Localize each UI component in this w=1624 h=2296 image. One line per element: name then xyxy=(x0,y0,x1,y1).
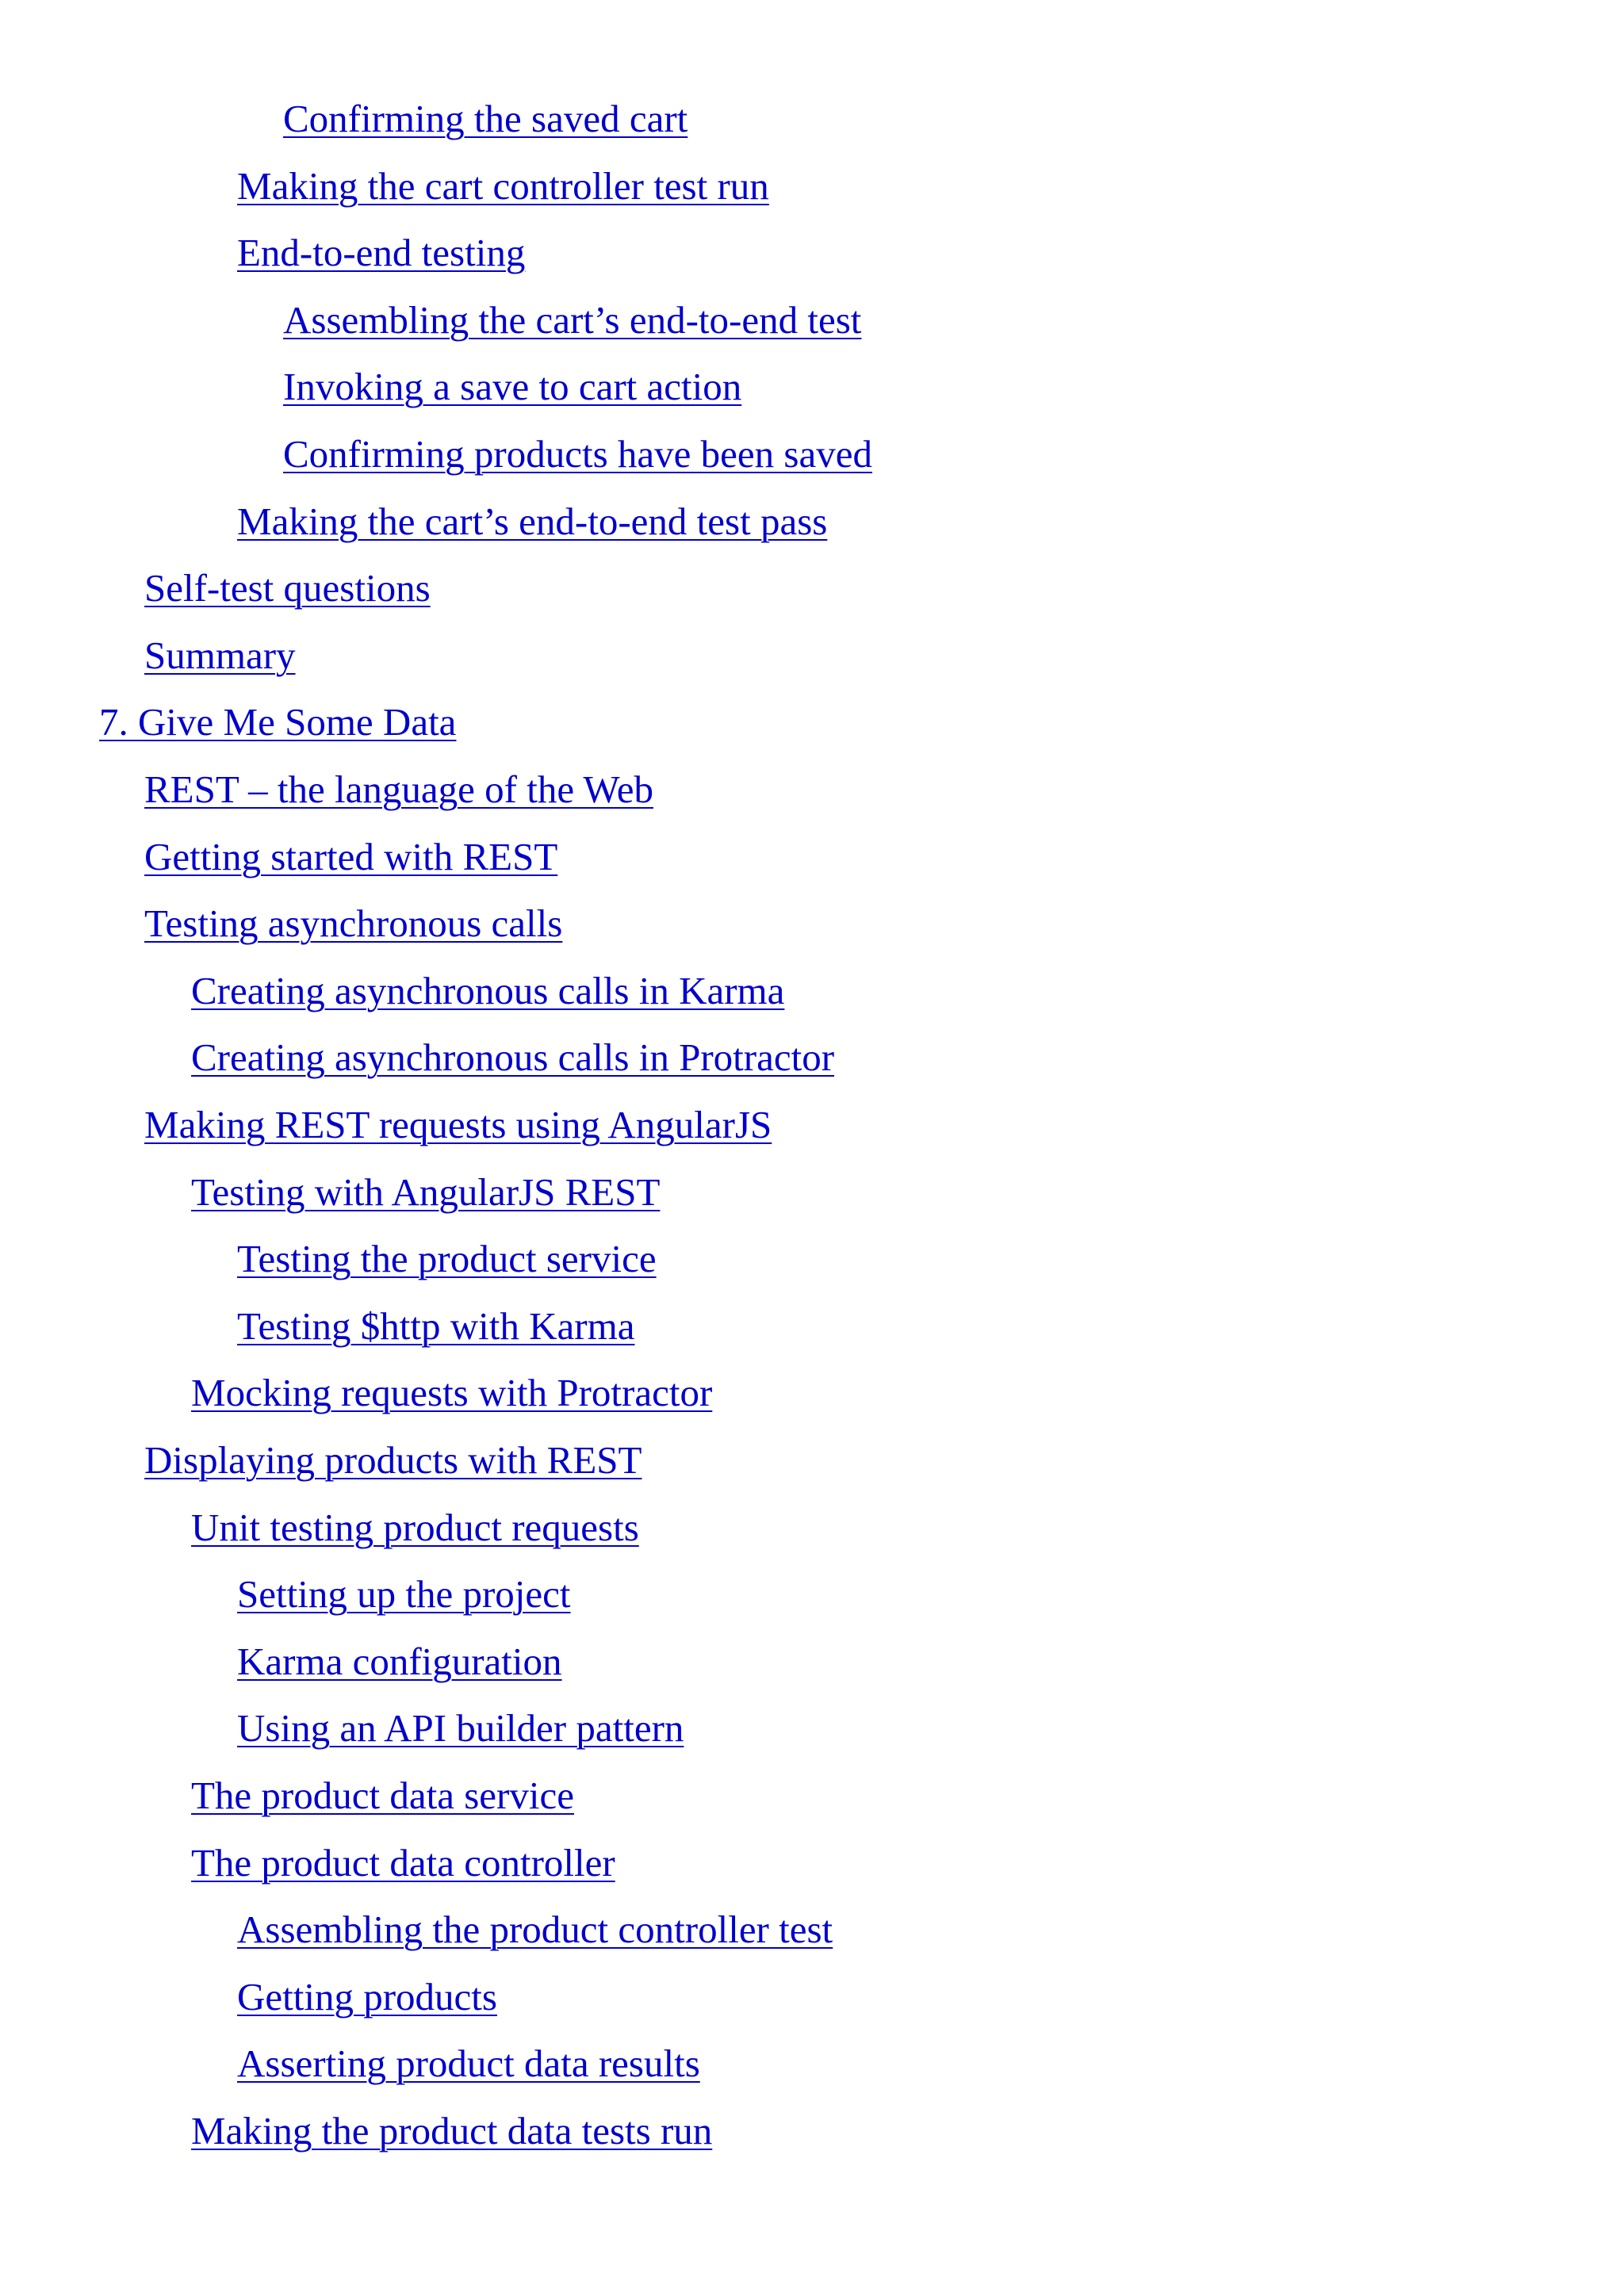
toc-entry xyxy=(0,86,688,152)
toc-link[interactable]: Testing the product service xyxy=(237,1237,657,1281)
toc-entry xyxy=(0,824,557,890)
toc-link[interactable]: Testing $http with Karma xyxy=(237,1303,635,1348)
toc-link[interactable]: Self-test questions xyxy=(144,566,431,610)
toc-link[interactable]: Making the cart controller test run xyxy=(237,163,769,208)
toc-entry xyxy=(0,421,872,488)
toc-link[interactable]: Displaying products with REST xyxy=(144,1438,642,1482)
toc-link[interactable]: Creating asynchronous calls in Protractor xyxy=(191,1035,835,1080)
toc-link[interactable]: Getting started with REST xyxy=(144,834,558,878)
toc-entry xyxy=(0,1494,639,1561)
toc-link[interactable]: The product data controller xyxy=(191,1840,615,1885)
toc-link[interactable]: Setting up the project xyxy=(237,1572,571,1617)
toc-entry xyxy=(0,958,784,1024)
toc-entry xyxy=(0,890,562,957)
toc-entry xyxy=(0,1159,660,1226)
toc-link[interactable]: The product data service xyxy=(191,1774,574,1817)
toc-entry xyxy=(0,1896,833,1963)
toc-entry xyxy=(0,1226,657,1292)
toc-entry xyxy=(0,1695,684,1762)
toc-link[interactable]: Asserting product data results xyxy=(237,2042,700,2086)
toc-link[interactable]: Using an API builder pattern xyxy=(237,1706,684,1751)
toc-entry xyxy=(0,1092,772,1158)
toc-link[interactable]: Confirming the saved cart xyxy=(283,97,688,140)
toc-entry xyxy=(0,354,741,420)
toc-entry xyxy=(0,153,769,220)
toc-entry xyxy=(0,622,296,689)
toc-entry xyxy=(0,1628,562,1695)
toc-entry xyxy=(0,1360,712,1426)
toc-link[interactable]: Assembling the product controller test xyxy=(237,1908,833,1952)
toc-entry xyxy=(0,1561,571,1628)
toc-link[interactable]: Summary xyxy=(144,633,296,677)
toc-link[interactable]: Making REST requests using AngularJS xyxy=(144,1103,772,1146)
toc-entry xyxy=(0,1762,574,1829)
toc-link[interactable]: Getting products xyxy=(237,1974,497,2019)
toc-link[interactable]: Karma configuration xyxy=(237,1639,562,1683)
toc-link[interactable]: Testing asynchronous calls xyxy=(144,901,563,946)
toc-entry xyxy=(0,2030,700,2097)
toc-entry xyxy=(0,1427,642,1494)
toc-link[interactable]: Invoking a save to cart action xyxy=(283,365,742,409)
toc-entry xyxy=(0,756,653,823)
toc-link[interactable]: Confirming products have been saved xyxy=(283,432,872,476)
toc-entry xyxy=(0,287,861,354)
toc-entry xyxy=(0,1024,834,1091)
toc-link[interactable]: Testing with AngularJS REST xyxy=(191,1169,661,1214)
toc-link[interactable]: REST – the language of the Web xyxy=(144,767,654,811)
toc-entry xyxy=(0,220,525,286)
toc-entry xyxy=(0,1964,497,2030)
toc-link[interactable]: Making the cart’s end-to-end test pass xyxy=(237,499,828,543)
toc-entry xyxy=(0,1830,615,1896)
toc-entry xyxy=(0,2098,712,2164)
toc-link[interactable]: Assembling the cart’s end-to-end test xyxy=(283,297,862,342)
toc-link[interactable]: Unit testing product requests xyxy=(191,1505,639,1549)
toc-link[interactable]: End-to-end testing xyxy=(237,231,526,275)
toc-entry xyxy=(0,488,827,555)
toc-entry xyxy=(0,555,431,622)
toc-entry xyxy=(0,1293,634,1360)
toc-link[interactable]: Creating asynchronous calls in Karma xyxy=(191,968,785,1012)
toc-link[interactable]: 7. Give Me Some Data xyxy=(99,700,457,744)
toc-link[interactable]: Making the product data tests run xyxy=(191,2109,713,2152)
toc-entry xyxy=(0,689,456,756)
toc-link[interactable]: Mocking requests with Protractor xyxy=(191,1371,713,1415)
